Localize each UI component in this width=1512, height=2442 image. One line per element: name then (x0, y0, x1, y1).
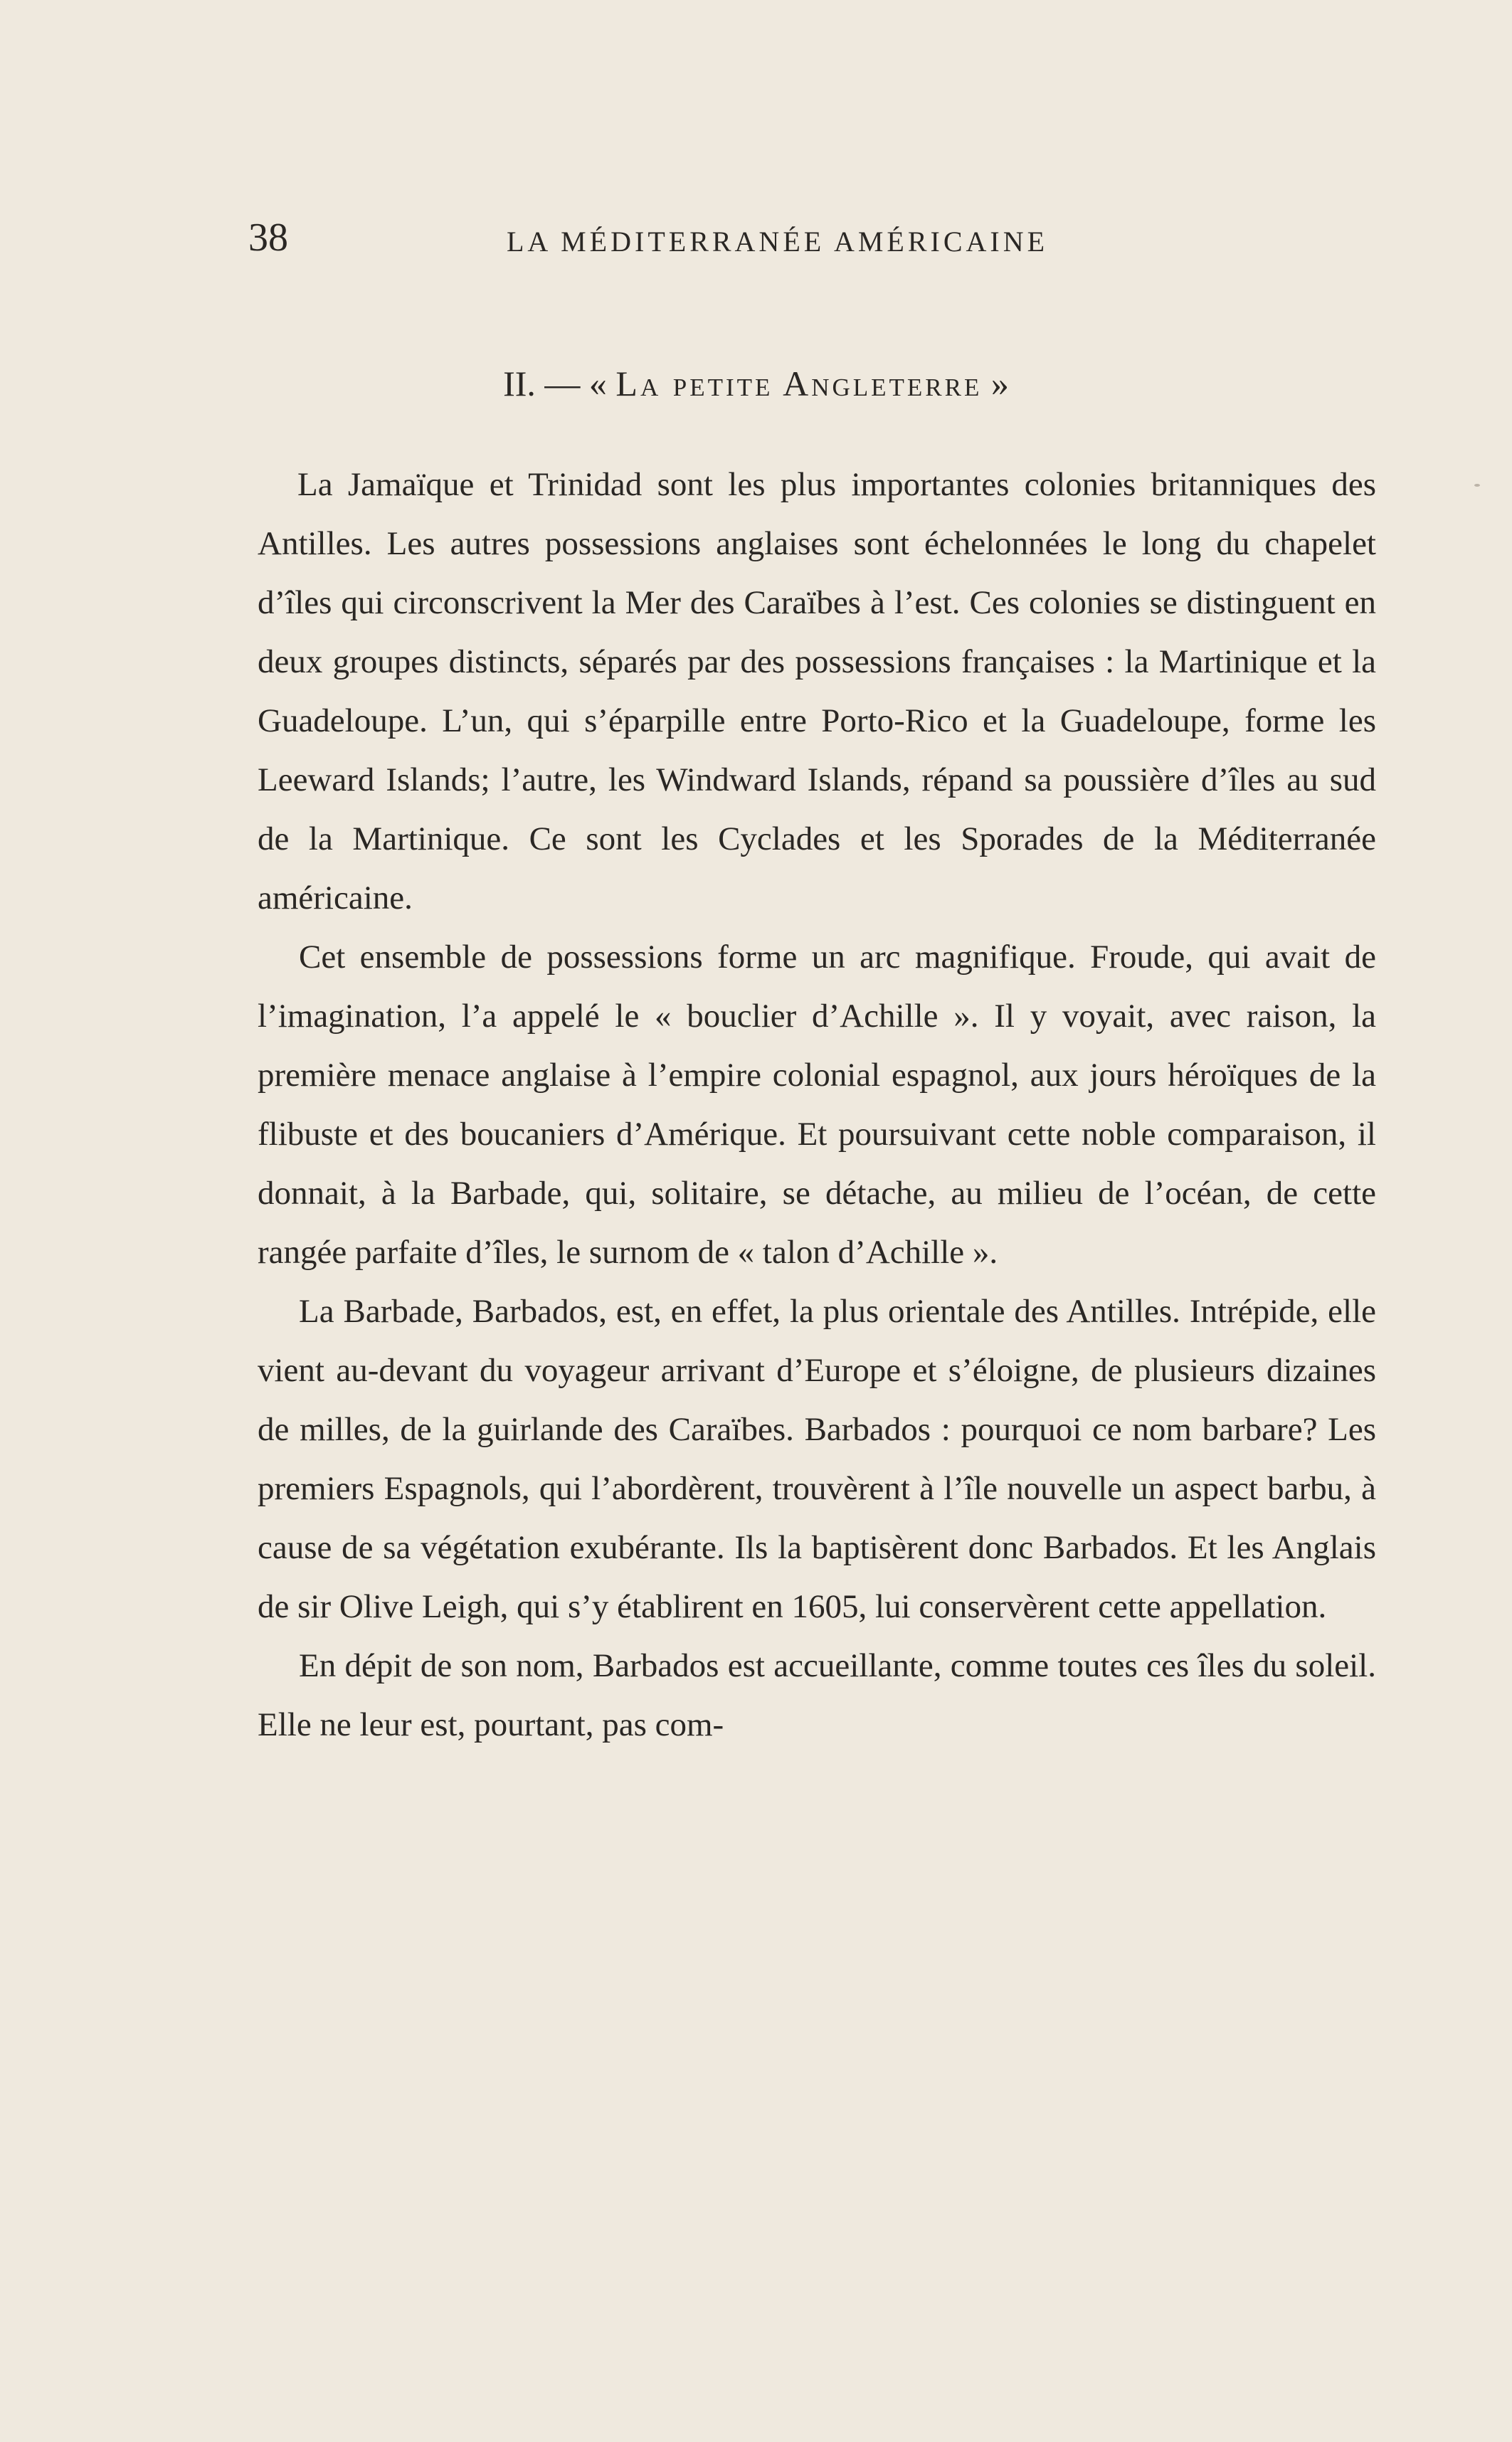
paragraph-1: La Jamaïque et Trinidad sont les plus importantes colonies britanniques des Antilles. Les autres possessions anglaises sont échelonnées le long du chapelet d’îles qui circonscrivent la Mer des Caraïbes à l’est. Ces colonies se distinguent en deux groupes distincts, séparés par des possessions françaises : la Martinique et la Guadeloupe. L’un, qui s’éparpille entre Porto-Rico et la Guadeloupe, forme les Leeward Islands; l’autre, les Windward Islands, répand sa poussière d’îles au sud de la Martinique. Ce sont les Cyclades et les Sporades de la Méditerranée américaine. (258, 466, 1376, 916)
paragraph-3: La Barbade, Barbados, est, en effet, la plus orientale des Antilles. Intrépide, elle vient au-devant du voyageur arrivant d’Europe et s’éloigne, de plusieurs dizaines de milles, de la guirlande des Caraïbes. Barbados : pourquoi ce nom barbare? Les premiers Espagnols, qui l’abordèrent, trouvèrent à l’île nouvelle un aspect barbu, à cause de sa végétation exubérante. Ils la baptisèrent donc Barbados. Et les Anglais de sir Olive Leigh, qui s’y établirent en 1605, lui conservèrent cette appellation. (258, 1293, 1376, 1625)
paragraph-4: En dépit de son nom, Barbados est accueillante, comme toutes ces îles du soleil. Elle ne leur est, pourtant, pas com- (258, 1647, 1376, 1743)
section-heading (0, 364, 1512, 403)
section-number: II. (503, 364, 536, 403)
paragraph-2: Cet ensemble de possessions forme un arc magnifique. Froude, qui avait de l’imagination, l’a appelé le « bouclier d’Achille ». Il y voyait, avec raison, la première menace anglaise à l’empire colonial espagnol, aux jours héroïques de la flibuste et des boucaniers d’Amérique. Et poursuivant cette noble comparaison, il donnait, à la Barbade, qui, solitaire, se détache, au milieu de l’océan, de cette rangée parfaite d’îles, le surnom de « talon d’Achille ». (258, 939, 1376, 1271)
section-title-text: La petite Angleterre (615, 364, 983, 403)
page-number: 38 (248, 216, 288, 260)
running-head (248, 212, 1259, 276)
section-open-quote: « (588, 364, 607, 403)
section-dash: — (544, 364, 581, 403)
body-text (258, 455, 1376, 1755)
section-close-quote: » (990, 364, 1009, 403)
running-title: LA MÉDITERRANÉE AMÉRICAINE (507, 226, 1049, 258)
paper-speck (1474, 484, 1480, 487)
